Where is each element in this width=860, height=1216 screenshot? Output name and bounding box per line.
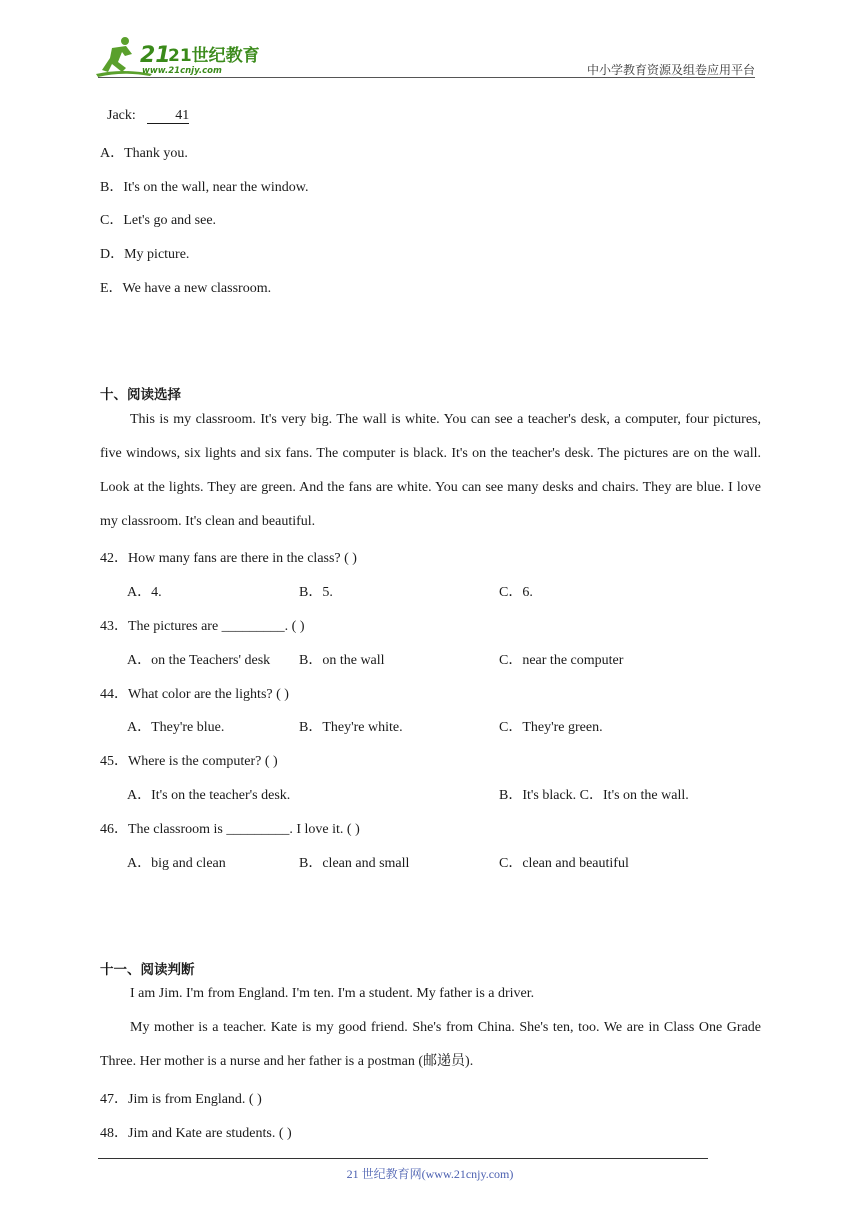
q46-option-a: A．big and clean (127, 856, 226, 871)
q42-option-a: A．4. (127, 585, 162, 600)
q44-option-b: B．They're white. (299, 720, 403, 735)
section-title-reading-judgment: 十一、阅读判断 (100, 962, 195, 978)
dialogue-line (107, 108, 189, 124)
svg-text:21: 21 (140, 43, 171, 68)
option-b: B．It's on the wall, near the window. (100, 180, 309, 195)
header-title: 中小学教育资源及组卷应用平台 (586, 63, 755, 77)
q45-option-bc: B．It's black. C．It's on the wall. (499, 788, 689, 803)
speaker: Jack: (107, 108, 136, 123)
question-43: 43．The pictures are _________. ( ) (100, 619, 305, 634)
option-e: E．We have a new classroom. (100, 281, 272, 296)
q45-option-a: A．It's on the teacher's desk. (127, 788, 291, 803)
option-c: C．Let's go and see. (100, 213, 217, 228)
judgment-para-2: My mother is a teacher. Kate is my good friend. She's from China. She's ten, too. We are in Class One Grade Three. Her mother is a nurse and her father is a postman (邮递员). (100, 1020, 761, 1069)
question-48: 48．Jim and Kate are students. ( ) (100, 1126, 292, 1141)
question-47: 47．Jim is from England. ( ) (100, 1092, 262, 1107)
logo-21cnjy (92, 34, 262, 78)
q43-option-a: A．on the Teachers' desk (127, 653, 271, 668)
q44-option-c: C．They're green. (499, 720, 603, 735)
reading-passage (100, 403, 761, 539)
question-42: 42．How many fans are there in the class? ( ) (100, 551, 357, 566)
question-46: 46．The classroom is _________. I love it. ( ) (100, 822, 360, 837)
answer-blank: 41 (147, 109, 189, 124)
footer-source[interactable]: 21 世纪教育网(www.21cnjy.com) (346, 1167, 514, 1181)
q43-option-b: B．on the wall (299, 653, 385, 668)
passage-text: This is my classroom. It's very big. The wall is white. You can see a teacher's desk, a computer, four pictures, five windows, six lights and six fans. The computer is black. It's on the teacher's desk. The pictures are on the wall. Look at the lights. They are green. And the fans are white. You can see many desks and chairs. They are blue. I love my classroom. It's clean and beautiful. (100, 412, 761, 529)
q42-option-b: B．5. (299, 585, 333, 600)
logo-text: 21世纪教育 (168, 46, 260, 66)
q44-option-a: A．They're blue. (127, 720, 225, 735)
header-divider (98, 77, 755, 78)
option-d: D．My picture. (100, 247, 190, 262)
option-a: A．Thank you. (100, 146, 188, 161)
q42-option-c: C．6. (499, 585, 533, 600)
logo-url: www.21cnjy.com (142, 66, 222, 76)
q46-option-b: B．clean and small (299, 856, 410, 871)
judgment-passage (100, 977, 761, 1079)
judgment-para-1: I am Jim. I'm from England. I'm ten. I'm a student. My father is a driver. (130, 986, 535, 1001)
question-44: 44．What color are the lights? ( ) (100, 687, 289, 702)
footer-divider (98, 1158, 708, 1159)
question-45: 45．Where is the computer? ( ) (100, 754, 278, 769)
q43-option-c: C．near the computer (499, 653, 624, 668)
q46-option-c: C．clean and beautiful (499, 856, 629, 871)
section-title-reading-choice: 十、阅读选择 (100, 387, 181, 403)
